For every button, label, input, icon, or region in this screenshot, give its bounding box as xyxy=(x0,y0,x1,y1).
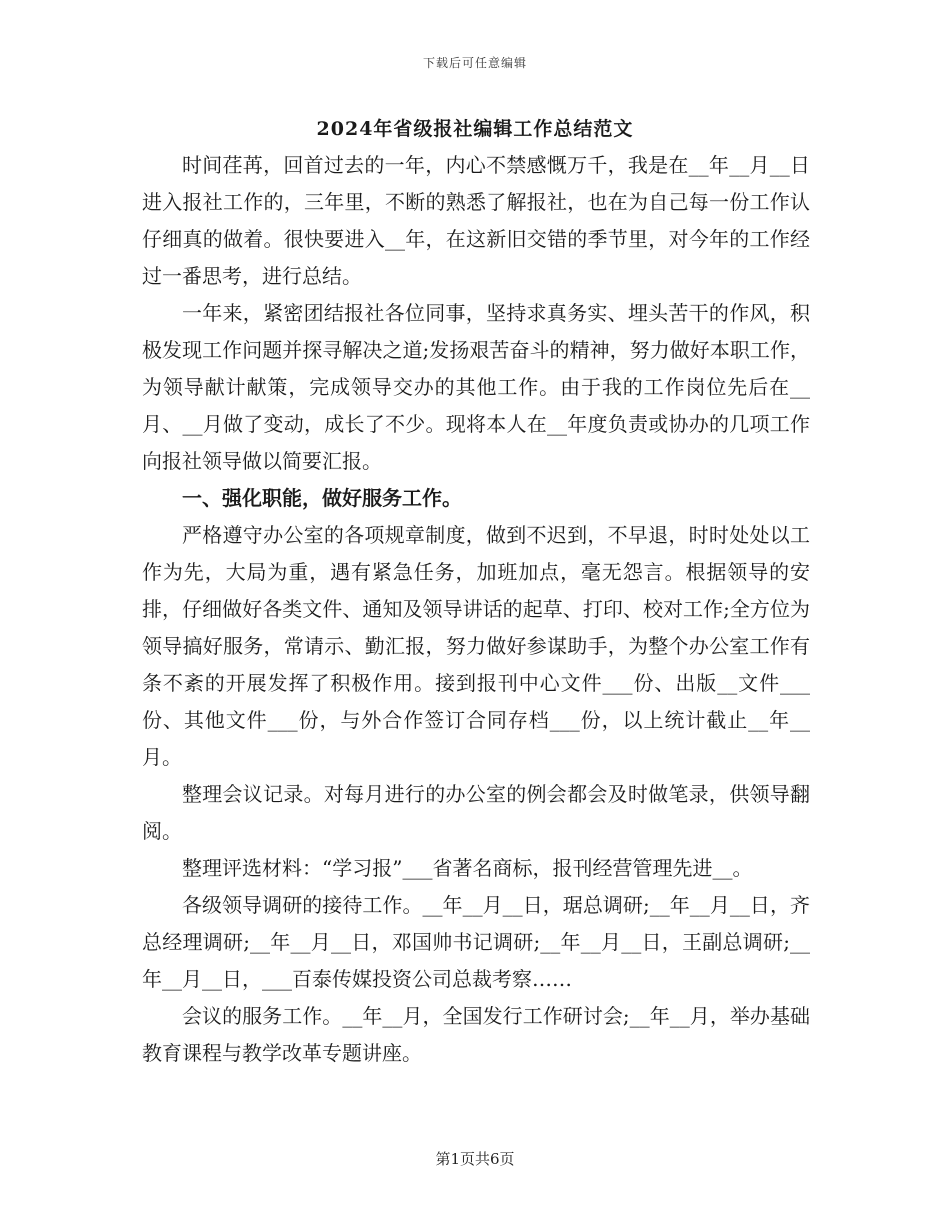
paragraph-reception: 各级领导调研的接待工作。__年__月__日，琚总调研;__年__月__日，齐总经理调研;__年__月__日，邓国帅书记调研;__年__月__日，王副总调研;__年__月__日，___百泰传媒投资公司总裁考察…… xyxy=(142,893,810,991)
paragraph-evaluation-materials: 整理评选材料：“学习报”___省著名商标，报刊经营管理先进__。 xyxy=(182,856,753,880)
page-indicator: 第1页共6页 xyxy=(435,1150,515,1168)
section-heading-1: 一、强化职能，做好服务工作。 xyxy=(182,486,462,510)
paragraph-meeting-records: 整理会议记录。对每月进行的办公室的例会都会及时做笔录，供领导翻阅。 xyxy=(142,782,810,843)
paragraph-meeting-service: 会议的服务工作。__年__月，全国发行工作研讨会;__年__月，举办基础教育课程与教学改革专题讲座。 xyxy=(142,1004,810,1065)
document-body xyxy=(142,147,810,1072)
paragraph-duties: 严格遵守办公室的各项规章制度，做到不迟到，不早退，时时处处以工作为先，大局为重，遇有紧急任务，加班加点，毫无怨言。根据领导的安排，仔细做好各类文件、通知及领导讲话的起草、打印、校对工作;全方位为领导搞好服务，常请示、勤汇报，努力做好参谋助手，为整个办公室工作有条不紊的开展发挥了积极作用。接到报刊中心文件___份、出版__文件___份、其他文件___份，与外合作签订合同存档___份，以上统计截止__年__月。 xyxy=(142,523,810,769)
header-note: 下载后可任意编辑 xyxy=(422,56,527,70)
paragraph-summary: 一年来，紧密团结报社各位同事，坚持求真务实、埋头苦干的作风，积极发现工作问题并探寻解决之道;发扬艰苦奋斗的精神，努力做好本职工作，为领导献计献策，完成领导交办的其他工作。由于我的工作岗位先后在__月、__月做了变动，成长了不少。现将本人在__年度负责或协办的几项工作向报社领导做以简要汇报。 xyxy=(142,301,810,473)
document-title: 2024年省级报社编辑工作总结范文 xyxy=(316,118,634,140)
paragraph-intro: 时间荏苒，回首过去的一年，内心不禁感慨万千，我是在__年__月__日进入报社工作的，三年里，不断的熟悉了解报社，也在为自己每一份工作认仔细真的做着。很快要进入__年，在这新旧交错的季节里，对今年的工作经过一番思考，进行总结。 xyxy=(142,153,810,288)
